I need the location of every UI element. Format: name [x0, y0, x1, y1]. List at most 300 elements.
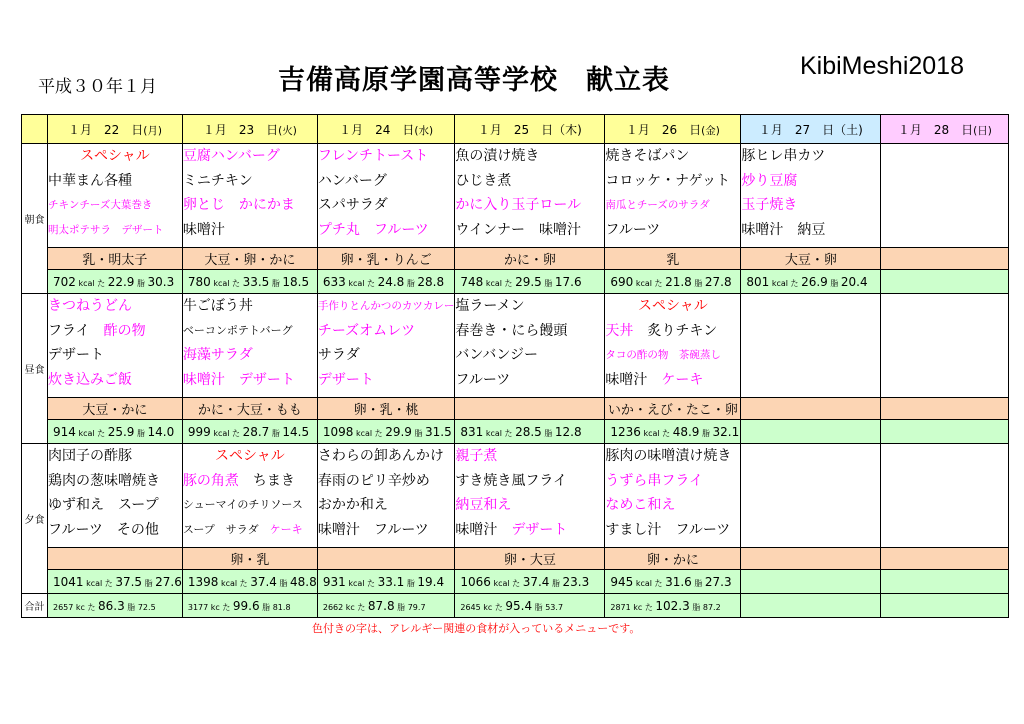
- day-header-6: [881, 115, 1009, 144]
- nutrition-ta: た: [104, 578, 113, 588]
- menu-item-part: デザート: [511, 521, 568, 538]
- nutrition-kcal: 633: [322, 274, 346, 289]
- nutrition-shi: 脂: [397, 602, 406, 612]
- nutrition-k: kcal: [213, 428, 230, 438]
- lunch-allergen-cell: [455, 398, 605, 420]
- dinner-menu-cell: [48, 444, 183, 548]
- menu-item: デザート: [48, 347, 104, 363]
- lunch-menu-cell: [48, 294, 183, 398]
- nutrition-f: 31.5: [425, 424, 452, 439]
- dinner-menu-cell: [455, 444, 605, 548]
- day-header-5: [741, 115, 881, 144]
- day-label: １月 28 日: [897, 122, 974, 137]
- lunch-allergen-cell: 卵・乳・桃: [317, 398, 455, 420]
- menu-item: 納豆和え: [455, 497, 512, 513]
- nutrition-k: kcal: [485, 278, 502, 288]
- lunch-menu-cell: [455, 294, 605, 398]
- dinner-menu-cell: [741, 444, 881, 548]
- menu-item: [183, 469, 317, 494]
- menu-item: 春雨のピリ辛炒め: [317, 472, 430, 489]
- nutrition-f: 27.3: [704, 574, 732, 589]
- menu-item: 豆腐ハンバーグ: [182, 148, 280, 164]
- nutrition-k: kcal: [348, 278, 365, 288]
- menu-item: フルーツ: [605, 221, 661, 238]
- lunch-allergen-cell: いか・えび・たこ・卵: [605, 398, 741, 420]
- nutrition-k: kcal: [635, 578, 652, 588]
- nutrition-kcal: 1236: [610, 424, 641, 439]
- page-title: 吉備高原学園高等学校 献立表: [278, 65, 670, 96]
- allergy-note: 色付きの字は、アレルギー関連の食材が入っているメニューです。: [312, 622, 641, 635]
- menu-item: なめこ和え: [605, 497, 676, 513]
- dinner-nutrition-row: [22, 570, 1009, 594]
- breakfast-allergen-cell: 大豆・卵・かに: [182, 248, 317, 270]
- nutrition-k: kcal: [493, 578, 510, 588]
- nutrition-kcal: 748: [460, 274, 484, 289]
- nutrition-ta: た: [654, 278, 663, 288]
- menu-item: さわらの卸あんかけ: [317, 448, 444, 464]
- nutrition-p: 87.8: [367, 598, 395, 613]
- menu-item: [605, 368, 740, 393]
- dinner-menu-cell: [182, 444, 317, 548]
- menu-item: ベーコンポテトバーグ: [182, 323, 293, 337]
- nutrition-shi: 脂: [136, 428, 145, 438]
- breakfast-allergen-cell: 乳・明太子: [48, 248, 183, 270]
- menu-item: すまし汁 フルーツ: [605, 521, 731, 538]
- nutrition-f: 72.5: [137, 602, 156, 612]
- nutrition-p: 26.9: [801, 274, 828, 289]
- nutrition-p: 86.3: [98, 598, 125, 613]
- nutrition-shi: 脂: [136, 278, 145, 288]
- menu-item-part: ケーキ: [269, 522, 303, 536]
- menu-item: コロッケ・ナゲット: [605, 172, 730, 189]
- dinner-allergen-cell: [317, 548, 455, 570]
- brand-logo-text: KibiMeshi2018: [800, 52, 964, 80]
- nutrition-kcal: 1066: [460, 574, 491, 589]
- dinner-menu-cell: [317, 444, 455, 548]
- breakfast-nutrition-cell: [48, 270, 183, 294]
- day-of-week: (日): [973, 124, 992, 137]
- nutrition-kcal: 1398: [187, 574, 219, 589]
- nutrition-kcal: 931: [322, 574, 346, 589]
- nutrition-kcal: 2871: [610, 602, 631, 612]
- breakfast-allergen-cell: [881, 248, 1009, 270]
- nutrition-f: 79.7: [407, 602, 426, 612]
- header-corner: [22, 115, 48, 144]
- nutrition-p: 21.8: [665, 274, 692, 289]
- nutrition-shi: 脂: [534, 602, 543, 612]
- nutrition-ta: た: [374, 428, 383, 438]
- nutrition-f: 19.4: [417, 574, 445, 589]
- nutrition-p: 37.5: [115, 574, 143, 589]
- lunch-menu-row: [22, 294, 1009, 398]
- menu-item: 卵とじ かにかま: [182, 197, 295, 213]
- menu-item: 海藻サラダ: [182, 347, 253, 363]
- menu-body: [22, 144, 1009, 618]
- menu-item: スパサラダ: [317, 197, 388, 213]
- day-header-0: [48, 115, 183, 144]
- menu-item: スペシャル: [215, 448, 285, 464]
- nutrition-k: kcal: [86, 578, 103, 588]
- lunch-menu-cell: [317, 294, 455, 398]
- menu-item: 味噌汁 フルーツ: [317, 521, 429, 538]
- lunch-nutrition-cell: [605, 420, 741, 444]
- menu-item-part: デザート: [224, 371, 295, 388]
- menu-item-part: 天丼: [605, 322, 634, 339]
- nutrition-f: 27.8: [704, 274, 732, 289]
- dinner-nutrition-cell: [317, 570, 455, 594]
- menu-item: ハンバーグ: [317, 172, 387, 189]
- menu-item: バンバンジー: [455, 347, 539, 363]
- menu-item-part: 味噌汁: [182, 371, 225, 388]
- menu-item: サラダ: [317, 347, 360, 363]
- dinner-allergen-cell: 卵・大豆: [455, 548, 605, 570]
- nutrition-k: kcal: [635, 278, 652, 288]
- lunch-menu-cell: [741, 294, 881, 398]
- menu-item: 豚肉の味噌漬け焼き: [605, 448, 732, 464]
- nutrition-kcal: 2645: [460, 602, 481, 612]
- menu-item: 魚の漬け焼き: [455, 148, 540, 164]
- nutrition-kcal: 999: [187, 424, 211, 439]
- lunch-nutrition-cell: [881, 420, 1009, 444]
- menu-item: 炒り豆腐: [741, 172, 798, 189]
- breakfast-menu-cell: [48, 144, 183, 248]
- lunch-nutrition-cell: [317, 420, 455, 444]
- menu-item: プチ丸 フルーツ: [317, 221, 429, 238]
- nutrition-p: 33.1: [377, 574, 405, 589]
- nutrition-f: 20.4: [840, 274, 868, 289]
- nutrition-shi: 脂: [694, 278, 703, 288]
- dinner-nutrition-cell: [48, 570, 183, 594]
- menu-item: ゆず和え スープ: [48, 497, 159, 513]
- dinner-nutrition-cell: [605, 570, 741, 594]
- nutrition-k: kc: [345, 602, 355, 612]
- nutrition-kcal: 3177: [187, 602, 209, 612]
- nutrition-f: 53.7: [545, 602, 564, 612]
- breakfast-allergen-row: [22, 248, 1009, 270]
- nutrition-shi: 脂: [701, 428, 710, 438]
- nutrition-kcal: 831: [460, 424, 484, 439]
- dinner-menu-cell: [881, 444, 1009, 548]
- lunch-nutrition-cell: [741, 420, 881, 444]
- nutrition-shi: 脂: [694, 578, 703, 588]
- nutrition-k: kc: [633, 602, 643, 612]
- nutrition-kcal: 801: [746, 274, 770, 289]
- day-header-4: [605, 115, 741, 144]
- nutrition-shi: 脂: [406, 278, 415, 288]
- menu-item: 炊き込みご飯: [48, 371, 132, 388]
- nutrition-p: 48.9: [672, 424, 700, 439]
- nutrition-f: 81.8: [272, 602, 291, 612]
- menu-table: [21, 114, 1009, 618]
- menu-item: [605, 319, 740, 344]
- menu-item: 親子煮: [455, 448, 498, 464]
- nutrition-kcal: 690: [610, 274, 634, 289]
- day-header-3: [455, 115, 605, 144]
- nutrition-ta: た: [504, 428, 513, 438]
- nutrition-shi: 脂: [262, 602, 271, 612]
- breakfast-menu-cell: [881, 144, 1009, 248]
- era-month: 平成３０年１月: [38, 77, 157, 97]
- breakfast-nutrition-cell: [182, 270, 317, 294]
- nutrition-p: 99.6: [232, 598, 260, 613]
- breakfast-nutrition-cell: [317, 270, 455, 294]
- nutrition-ta: た: [357, 602, 366, 612]
- dinner-menu-row: [22, 444, 1009, 548]
- nutrition-ta: た: [654, 578, 663, 588]
- menu-item-part: 味噌汁: [455, 521, 512, 538]
- total-nutrition-cell: [455, 594, 605, 618]
- nutrition-shi: 脂: [692, 602, 701, 612]
- lunch-allergen-row: [22, 398, 1009, 420]
- dinner-allergen-cell: [48, 548, 183, 570]
- dinner-nutrition-cell: [182, 570, 317, 594]
- menu-item: 南瓜とチーズのサラダ: [605, 199, 710, 211]
- day-of-week: (火): [278, 124, 297, 137]
- menu-item-part: ちまき: [238, 472, 295, 489]
- day-of-week: (金): [701, 124, 720, 137]
- nutrition-k: kcal: [485, 428, 502, 438]
- day-label: １月 24 日: [339, 122, 415, 137]
- nutrition-ta: た: [662, 428, 671, 438]
- total-nutrition-cell: [881, 594, 1009, 618]
- day-header-1: [182, 115, 317, 144]
- menu-item: 中華まん各種: [48, 172, 132, 189]
- nutrition-p: 31.6: [665, 574, 692, 589]
- nutrition-ta: た: [97, 278, 106, 288]
- menu-item: 牛ごぼう丼: [182, 298, 253, 314]
- lunch-label: 昼食: [22, 294, 48, 444]
- nutrition-kcal: 702: [53, 274, 76, 289]
- menu-item: かに入り玉子ロール: [455, 197, 582, 213]
- nutrition-shi: 脂: [544, 428, 553, 438]
- nutrition-shi: 脂: [271, 428, 280, 438]
- nutrition-k: kcal: [355, 428, 373, 438]
- menu-item-part: 炙りチキン: [633, 322, 718, 339]
- day-label: １月 22 日: [67, 122, 144, 137]
- nutrition-k: kc: [483, 602, 493, 612]
- nutrition-p: 33.5: [242, 274, 270, 289]
- lunch-allergen-cell: [741, 398, 881, 420]
- menu-item: うずら串フライ: [605, 472, 703, 489]
- nutrition-kcal: 1098: [322, 424, 354, 439]
- nutrition-k: kcal: [220, 578, 238, 588]
- day-of-week: (月): [143, 124, 162, 137]
- nutrition-shi: 脂: [544, 278, 553, 288]
- dinner-allergen-cell: 卵・かに: [605, 548, 741, 570]
- nutrition-p: 29.9: [385, 424, 412, 439]
- breakfast-menu-cell: [605, 144, 741, 248]
- nutrition-p: 102.3: [655, 598, 690, 613]
- menu-item-part: ケーキ: [661, 371, 704, 388]
- nutrition-ta: た: [512, 578, 521, 588]
- total-nutrition-cell: [182, 594, 317, 618]
- dinner-allergen-cell: 卵・乳: [182, 548, 317, 570]
- menu-item: 手作りとんかつのカツカレー: [317, 300, 455, 312]
- nutrition-kcal: 780: [187, 274, 211, 289]
- breakfast-menu-cell: [317, 144, 455, 248]
- menu-item: 豚ヒレ串カツ: [741, 148, 826, 164]
- breakfast-allergen-cell: 乳: [605, 248, 741, 270]
- menu-item: [455, 518, 604, 543]
- dinner-nutrition-cell: [741, 570, 881, 594]
- lunch-menu-cell: [605, 294, 741, 398]
- total-label: 合計: [22, 594, 48, 618]
- menu-item: フルーツ その他: [48, 521, 159, 538]
- nutrition-f: 48.8: [290, 574, 317, 589]
- nutrition-kcal: 914: [53, 424, 76, 439]
- menu-item: 塩ラーメン: [455, 298, 525, 314]
- nutrition-p: 22.9: [107, 274, 135, 289]
- nutrition-f: 30.3: [147, 274, 175, 289]
- day-of-week: （土): [834, 122, 863, 137]
- nutrition-f: 17.6: [554, 274, 582, 289]
- nutrition-k: kc: [210, 602, 220, 612]
- day-label: １月 27 日: [758, 122, 835, 137]
- nutrition-k: kcal: [348, 578, 365, 588]
- menu-item-part: フライ: [48, 322, 104, 339]
- menu-item: [48, 319, 182, 344]
- dinner-label: 夕食: [22, 444, 48, 594]
- nutrition-f: 14.0: [147, 424, 175, 439]
- nutrition-p: 37.4: [250, 574, 277, 589]
- nutrition-ta: た: [87, 602, 96, 612]
- total-nutrition-cell: [48, 594, 183, 618]
- menu-item: 味噌汁 納豆: [741, 221, 826, 238]
- menu-item: ひじき煮: [455, 172, 512, 189]
- menu-item: タコの酢の物 茶碗蒸し: [605, 349, 721, 361]
- menu-item: フルーツ: [455, 371, 511, 388]
- breakfast-menu-cell: [741, 144, 881, 248]
- menu-item-part: 豚の角煮: [182, 472, 239, 489]
- menu-item: [183, 518, 317, 543]
- lunch-nutrition-cell: [455, 420, 605, 444]
- nutrition-kcal: 945: [610, 574, 634, 589]
- nutrition-f: 23.3: [562, 574, 590, 589]
- nutrition-ta: た: [367, 578, 376, 588]
- lunch-menu-cell: [881, 294, 1009, 398]
- menu-item: 春巻き・にら饅頭: [455, 322, 568, 339]
- breakfast-allergen-cell: 大豆・卵: [741, 248, 881, 270]
- nutrition-ta: た: [494, 602, 503, 612]
- day-label: １月 23 日: [202, 122, 279, 137]
- header-row: [22, 115, 1009, 144]
- menu-item: チーズオムレツ: [317, 322, 416, 339]
- menu-item: シューマイのチリソース: [182, 498, 303, 511]
- nutrition-p: 28.7: [242, 424, 270, 439]
- breakfast-label: 朝食: [22, 144, 48, 294]
- nutrition-ta: た: [367, 278, 376, 288]
- nutrition-shi: 脂: [271, 278, 280, 288]
- breakfast-nutrition-cell: [881, 270, 1009, 294]
- nutrition-k: kcal: [643, 428, 660, 438]
- nutrition-shi: 脂: [830, 278, 839, 288]
- menu-item: すき焼き風フライ: [455, 472, 567, 489]
- nutrition-f: 27.6: [155, 574, 182, 589]
- day-header-2: [317, 115, 455, 144]
- nutrition-p: 24.8: [377, 274, 405, 289]
- nutrition-f: 28.8: [417, 274, 445, 289]
- lunch-nutrition-cell: [48, 420, 183, 444]
- nutrition-f: 14.5: [282, 424, 310, 439]
- lunch-allergen-cell: かに・大豆・もも: [182, 398, 317, 420]
- nutrition-k: kc: [75, 602, 85, 612]
- menu-item: 焼きそばパン: [605, 148, 690, 164]
- menu-item: スペシャル: [638, 298, 708, 314]
- breakfast-menu-cell: [182, 144, 317, 248]
- nutrition-ta: た: [222, 602, 231, 612]
- menu-item: デザート: [317, 371, 374, 388]
- day-of-week: （木): [553, 122, 582, 137]
- day-of-week: (水): [414, 124, 434, 137]
- menu-item: きつねうどん: [48, 298, 132, 314]
- menu-item: おかか和え: [317, 497, 388, 513]
- lunch-nutrition-row: [22, 420, 1009, 444]
- nutrition-p: 95.4: [505, 598, 533, 613]
- totals-row: [22, 594, 1009, 618]
- dinner-menu-cell: [605, 444, 741, 548]
- total-nutrition-cell: [317, 594, 455, 618]
- nutrition-p: 29.5: [515, 274, 542, 289]
- nutrition-shi: 脂: [414, 428, 423, 438]
- menu-item: フレンチトースト: [317, 148, 429, 164]
- nutrition-shi: 脂: [144, 578, 153, 588]
- breakfast-nutrition-cell: [605, 270, 741, 294]
- nutrition-kcal: 2662: [322, 602, 344, 612]
- dinner-allergen-cell: [881, 548, 1009, 570]
- menu-item: 味噌汁: [182, 221, 225, 238]
- nutrition-shi: 脂: [127, 602, 136, 612]
- nutrition-p: 25.9: [107, 424, 135, 439]
- nutrition-ta: た: [504, 278, 513, 288]
- nutrition-k: kcal: [78, 278, 95, 288]
- nutrition-shi: 脂: [551, 578, 560, 588]
- menu-item: チキンチーズ大葉巻き: [48, 199, 153, 211]
- nutrition-shi: 脂: [406, 578, 415, 588]
- dinner-allergen-cell: [741, 548, 881, 570]
- menu-item: 玉子焼き: [741, 197, 798, 213]
- breakfast-allergen-cell: 卵・乳・りんご: [317, 248, 455, 270]
- dinner-nutrition-cell: [881, 570, 1009, 594]
- nutrition-k: kcal: [213, 278, 230, 288]
- breakfast-nutrition-cell: [455, 270, 605, 294]
- day-label: １月 26 日: [625, 122, 702, 137]
- nutrition-ta: た: [232, 428, 241, 438]
- nutrition-f: 87.2: [702, 602, 721, 612]
- menu-item-part: 味噌汁: [605, 371, 662, 388]
- lunch-nutrition-cell: [182, 420, 317, 444]
- dinner-allergen-row: [22, 548, 1009, 570]
- menu-item: 肉団子の酢豚: [48, 448, 132, 464]
- day-label: １月 25 日: [477, 122, 554, 137]
- nutrition-f: 32.1: [712, 424, 740, 439]
- menu-item: [183, 368, 317, 393]
- menu-item: 明太ポテサラ デザート: [48, 223, 164, 236]
- nutrition-ta: た: [790, 278, 799, 288]
- breakfast-nutrition-row: [22, 270, 1009, 294]
- nutrition-kcal: 2657: [53, 602, 74, 612]
- nutrition-p: 28.5: [515, 424, 542, 439]
- total-nutrition-cell: [605, 594, 741, 618]
- nutrition-ta: た: [97, 428, 106, 438]
- menu-item: ミニチキン: [182, 172, 253, 189]
- menu-item: スペシャル: [80, 148, 150, 164]
- breakfast-allergen-cell: かに・卵: [455, 248, 605, 270]
- nutrition-shi: 脂: [279, 578, 288, 588]
- menu-item: 鶏肉の葱味噌焼き: [48, 472, 160, 489]
- nutrition-k: kcal: [771, 278, 788, 288]
- nutrition-ta: た: [239, 578, 248, 588]
- menu-item: ウインナー 味噌汁: [455, 221, 581, 238]
